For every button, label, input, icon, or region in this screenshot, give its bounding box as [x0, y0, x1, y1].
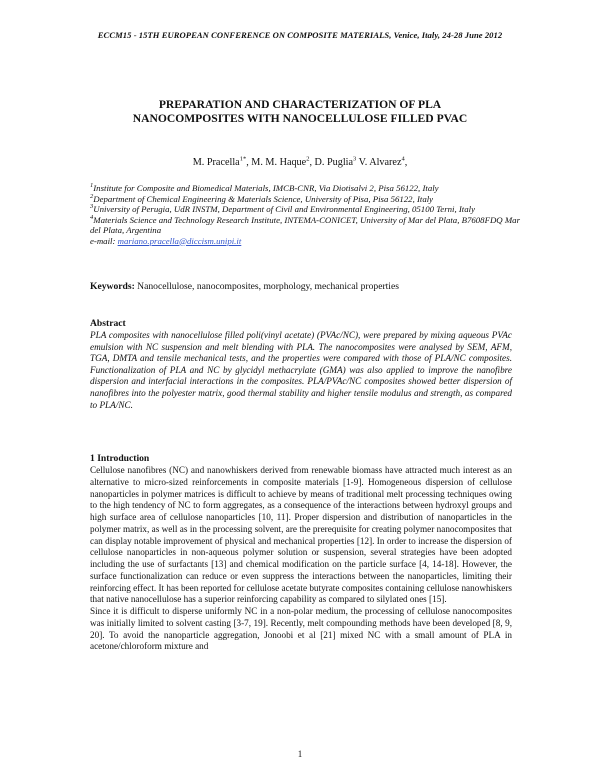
author-list [0, 157, 600, 168]
abstract-heading: Abstract [90, 318, 126, 329]
title-line-1: PREPARATION AND CHARACTERIZATION OF PLA [158, 98, 442, 111]
keywords [90, 281, 530, 292]
page-number: 1 [297, 749, 303, 759]
abstract-text: PLA composites with nanocellulose filled poli(vinyl acetate) (PVAc/NC), were prepared by mixing aqueous PVAc emulsion with NC suspension and melt blending with PLA. The nanocomposites were analysed by SEM, AFM, TGA, DMTA and tensile mechanical tests, and the properties were compared with those of PLA/NC composites. Functionalization of PLA and NC by glycidyl methacrylate (GMA) was also applied to improve the nanofibre dispersion and interfacial interactions in the composites. PLA/PVAc/NC composites showed better dispersion of nanofibres into the polyester matrix, good thermal stability and higher tensile modulus and strength, as compared to PLA/NC. [90, 330, 512, 410]
email-line: e-mail: mariano.pracella@diccism.unipi.it [90, 235, 242, 246]
affiliation-4: $^4$Materials Science and Technology Research Institute, INTEMA-CONICET, University of Mar del Plata, B7608FDQ Mar del Plata, Argentina [90, 213, 520, 235]
introduction-body [90, 465, 512, 653]
title-line-2: NANOCOMPOSITES WITH NANOCELLULOSE FILLED PVAC [132, 112, 468, 125]
header-text: ECCM15 - 15TH EUROPEAN CONFERENCE ON COMPOSITE MATERIALS, Venice, Italy, 24-28 June 2012 [97, 30, 503, 40]
keywords-text: Nanocellulose, nanocomposites, morphology, mechanical properties [134, 281, 399, 292]
affiliations [90, 183, 530, 246]
affiliation-1: $^1$Institute for Composite and Biomedical Materials, IMCB-CNR, Via Diotisalvi 2, Pisa 56122, Italy [90, 182, 439, 193]
introduction-paragraph-1: Cellulose nanofibres (NC) and nanowhiskers derived from renewable biomass have attracted much interest as an alternative to micro-sized reinforcements in composite materials [1-9]. Homogeneous dispersion of cellulose nanoparticles in polymer matrices is difficult to achieve by means of traditional melt processing techniques owing to the high tendency of NC to form aggregates, as a consequence of the interactions between hydroxyl groups and high surface area of cellulose nanoparticles [10, 11]. Proper dispersion and distribution of nanoparticles in the polymer matrix, as well as in the processing solvent, are the prerequisite for creating polymer nanocomposites that can display notable improvement of physical and mechanical properties [12]. In order to increase the dispersion of cellulose nanoparticles in non-aqueous polymer solution or suspension, several strategies have been adopted including the use of surfactants [13] and chemical modification on the particle surface [4, 14-18]. However, the surface functionalization can reduce or even suppress the interactions between the nanoparticles, limiting their reinforcing effect. It has been reported for cellulose acetate butyrate composites containing cellulose nanowhiskers that native nanocellulose has a superior reinforcing capability as compared to silylated ones [15]. [90, 465, 512, 605]
affiliation-2: $^2$Department of Chemical Engineering & Materials Science, University of Pisa, Pisa 56122, Italy [90, 192, 434, 204]
conference-header [0, 30, 600, 40]
author-2: M. M. Haque$^2$, [251, 155, 315, 168]
author-4: V. Alvarez$^4$, [358, 155, 408, 168]
paper-title [90, 98, 510, 126]
author-3: D. Puglia$^3$ [314, 155, 357, 168]
affiliation-3: $^3$University of Perugia, UdR INSTM, Department of Civil and Environmental Engineering, 05100 Terni, Italy [90, 203, 475, 214]
introduction-paragraph-2: Since it is difficult to disperse uniformly NC in a non-polar medium, the processing of cellulose nanocomposites was initially limited to solvent casting [3-7, 19]. Recently, melt compounding methods have been developed [8, 9, 20]. To avoid the nanoparticle aggregation, Jonoobi et al [21] mixed NC with a small amount of PLA in acetone/chloroform mixture and [90, 606, 512, 652]
email-link[interactable]: mariano.pracella@diccism.unipi.it [117, 235, 242, 246]
keywords-label: Keywords: [90, 281, 135, 292]
author-1: M. Pracella$^{1*}$, [192, 155, 252, 168]
introduction-heading: 1 Introduction [90, 453, 150, 464]
